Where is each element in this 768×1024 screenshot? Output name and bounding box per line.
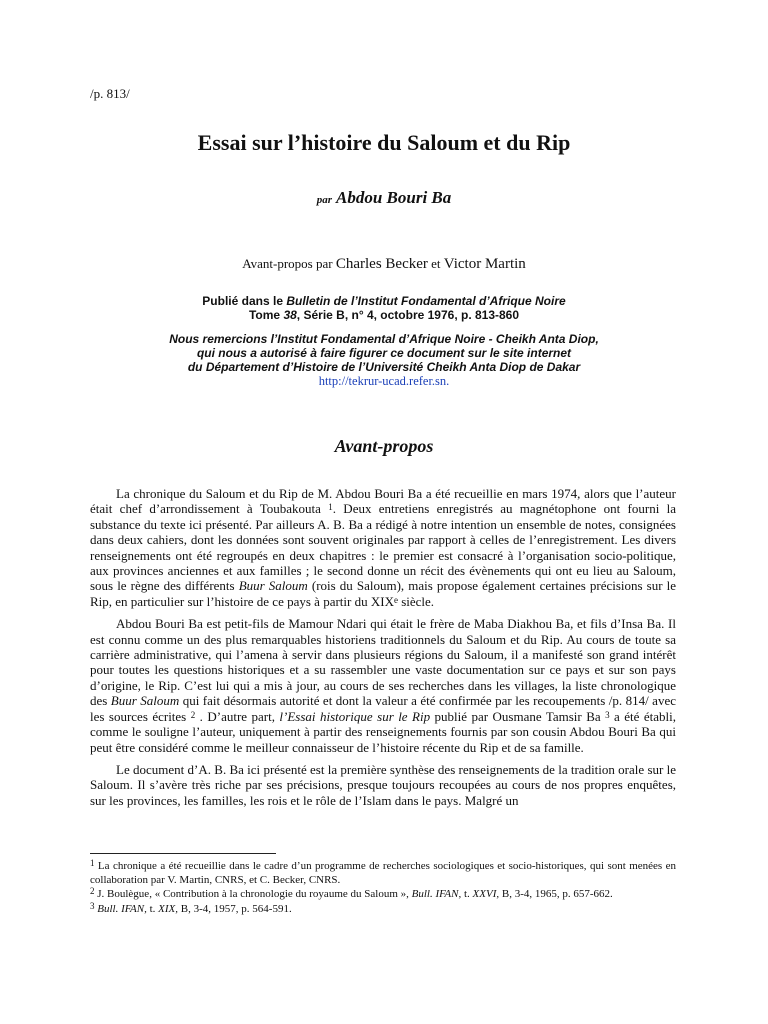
acknowledgement-line-2: qui nous a autorisé à faire figurer ce document sur le site internet xyxy=(196,346,572,360)
acknowledgement-line-3: du Département d’Histoire de l’Université Cheikh Anta Diop de Dakar xyxy=(187,360,581,374)
text-run: publié par Ousmane Tamsir Ba xyxy=(430,708,606,724)
author-line xyxy=(0,188,768,208)
acknowledgement xyxy=(0,332,768,388)
footnote-2 xyxy=(90,888,676,902)
footnote-text: B, 3-4, 1965, p. 657-662. xyxy=(499,888,613,900)
footnote-text: t. xyxy=(461,888,473,900)
paragraph-2 xyxy=(90,616,676,755)
footnotes xyxy=(90,860,676,917)
journal-name: Bulletin de l’Institut Fondamental d’Afrique Noire xyxy=(286,294,566,308)
tome-label: Tome xyxy=(248,308,281,322)
publication-line-2 xyxy=(0,308,768,322)
section-heading: Avant-propos xyxy=(334,436,434,456)
document-title: Essai sur l’histoire du Saloum et du Rip xyxy=(197,130,571,155)
website-link[interactable]: http://tekrur-ucad.refer.sn. xyxy=(318,374,450,388)
issue-details: , Série B, n° 4, octobre 1976, p. 813-860 xyxy=(296,308,520,322)
superscript: e xyxy=(393,594,398,605)
footnote-text: t. xyxy=(146,902,159,915)
foreword-conjunction: et xyxy=(431,256,441,271)
footnote-italic: XXVI, xyxy=(472,888,500,900)
footnote-number: 3 xyxy=(90,900,95,911)
footnote-ref-3[interactable]: 3 xyxy=(605,709,610,720)
footnote-italic: XIX, xyxy=(158,902,179,915)
footnote-text: La chronique a été recueillie dans le cadre d’un programme de recherches sociologiques et socio-historiques, qui sont menées en collaboration par V. Martin, CNRS, et C. Becker, CNRS. xyxy=(90,860,676,886)
text-run: Abdou Bouri Ba est petit-fils de Mamour Ndari qui était le frère de Maba Diakhou Ba, et fils d’Insa Ba. Il est connu comme un des plus remarquables historiens traditionnels du Saloum et du Rip. Au cours de toute sa carrière administrative, qui l’amena à servir dans plusieurs régions du Saloum, il a manifesté son grand intérêt pour toutes les questions historiques et a su rassembler une vaste documentation sur ce pays et sur son pays d’origine, le Rip. C’est lui qui a mis à jour, au cours de ses recherches dans les villages, la liste chronologique des xyxy=(90,616,676,709)
footnote-italic: Bull. IFAN, xyxy=(97,902,147,915)
footnote-text: J. Boulègue, « Contribution à la chronologie du royaume du Saloum », xyxy=(94,888,412,900)
footnote-number: 2 xyxy=(90,886,95,896)
text-run: siècle. xyxy=(397,593,435,609)
page-reference: /p. 813/ xyxy=(90,86,130,101)
italic-term: Buur Saloum xyxy=(110,693,180,709)
text-run: La chronique du Saloum et du Rip de M. Abdou Bouri Ba a été recueillie en mars 1974, alors que l’auteur était chef d’arrondissement à Toubakouta xyxy=(90,486,676,517)
text-run: a été établi, comme le souligne l’auteur, uniquement à partir des renseignements fournis par son cousin Abdou Bouri Ba qui peut être considéré comme le meilleur connaisseur de l’histoire récente du Rip et de sa famille. xyxy=(90,708,676,755)
author-prefix: par xyxy=(316,194,332,206)
paragraph-1 xyxy=(90,486,676,609)
foreword-author-2: Victor Martin xyxy=(443,256,526,272)
italic-term: Buur Saloum xyxy=(238,578,308,594)
publication-prefix: Publié dans le xyxy=(202,294,283,308)
footnote-number: 1 xyxy=(90,858,95,868)
text-run: (rois du Saloum), mais propose également certaines précisions sur le Rip, en particulier sur l’histoire de ce pays à partir du XIX xyxy=(90,578,677,609)
foreword-author-1: Charles Becker xyxy=(335,256,428,272)
foreword-prefix: Avant-propos par xyxy=(242,256,333,271)
acknowledgement-line-1: Nous remercions l’Institut Fondamental d’Afrique Noire - Cheikh Anta Diop, xyxy=(169,332,599,346)
footnote-ref-1[interactable]: 1 xyxy=(328,502,333,513)
footnote-italic: Bull. IFAN, xyxy=(411,888,462,900)
publication-info xyxy=(0,294,768,322)
italic-title: l’Essai historique sur le Rip xyxy=(279,708,431,724)
footnote-separator xyxy=(90,853,276,854)
text-run: . Deux entretiens enregistrés au magnétophone ont fourni la substance du texte ici présenté. Par ailleurs A. B. Ba a rédigé à notre intention un ensemble de notes, consignées dans deux cahiers, dont les données sont souvent originales par rapport à celles de l’enregistrement. Les divers renseignements ont été regroupés en deux chapitres : le premier est consacré à l’organisation socio-politique, aux provinces anciennes et aux familles ; le second donne un récit des évènements qui ont eu lieu au Saloum, sous le règne des différents xyxy=(90,501,677,594)
footnote-ref-2[interactable]: 2 xyxy=(190,709,196,720)
footnote-3 xyxy=(90,900,676,917)
footnote-text: B, 3-4, 1957, p. 564-591. xyxy=(178,902,292,915)
footnote-1 xyxy=(90,860,676,887)
publication-line-1 xyxy=(0,294,768,308)
foreword-credit xyxy=(0,256,768,273)
author-name: Abdou Bouri Ba xyxy=(336,188,452,207)
text-run: Le document d’A. B. Ba ici présenté est la première synthèse des renseignements de la tradition orale sur le Saloum. Il s’avère très riche par ses précisions, presque toujours recoupées au cours de nos propres enquêtes, sur les provinces, les familles, les rois et le rôle de l’Islam dans le pays. Malgré un xyxy=(90,761,676,808)
tome-volume: 38 xyxy=(283,308,297,322)
text-run: qui fait désormais autorité et dont la valeur a été confirmée par les recoupements /p. 814/ avec les sources écrites xyxy=(90,693,676,724)
text-run: . D’autre part, xyxy=(195,708,280,724)
paragraph-3 xyxy=(90,762,676,808)
body-text xyxy=(90,486,676,815)
